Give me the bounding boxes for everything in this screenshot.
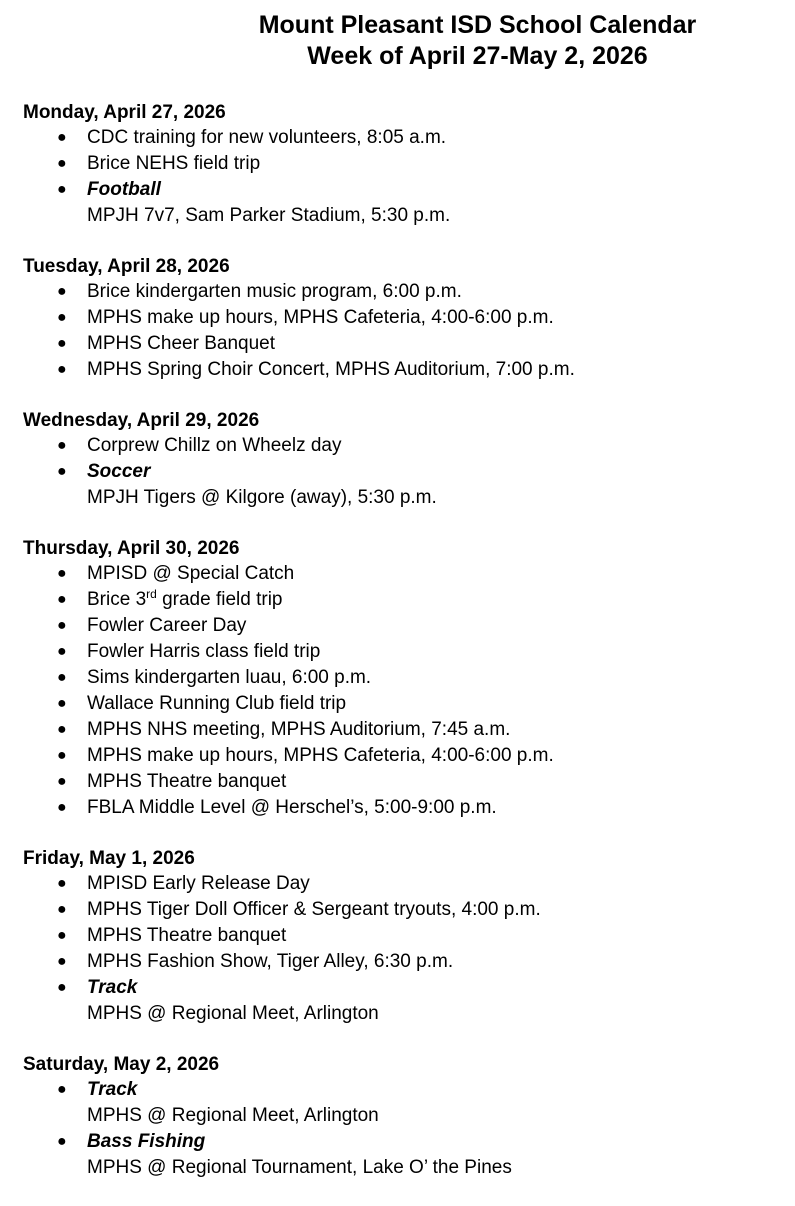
bullet-icon: ●	[57, 953, 67, 970]
event-item: ● MPHS Spring Choir Concert, MPHS Auditorium, 7:00 p.m.	[23, 357, 783, 383]
event-item: ● MPHS NHS meeting, MPHS Auditorium, 7:45 a.m.	[23, 717, 783, 743]
sport-name: Football	[87, 179, 161, 200]
bullet-icon: ●	[57, 695, 67, 712]
event-item: ● MPHS Fashion Show, Tiger Alley, 6:30 p.m.	[23, 949, 783, 975]
event-list	[23, 125, 783, 229]
day-heading: Thursday, April 30, 2026	[23, 538, 240, 559]
sport-detail: MPJH 7v7, Sam Parker Stadium, 5:30 p.m.	[87, 205, 451, 226]
bullet-icon: ●	[57, 799, 67, 816]
sport-name: Track	[87, 977, 138, 998]
event-item-sport	[23, 459, 783, 511]
day-wednesday	[23, 408, 783, 511]
sport-name: Track	[87, 1079, 138, 1100]
event-item: ● FBLA Middle Level @ Herschel’s, 5:00-9:00 p.m.	[23, 795, 783, 821]
event-item: ● MPHS make up hours, MPHS Cafeteria, 4:00-6:00 p.m.	[23, 743, 783, 769]
bullet-icon: ●	[57, 747, 67, 764]
event-item-sport	[23, 1077, 783, 1129]
event-item: ● Brice kindergarten music program, 6:00 p.m.	[23, 279, 783, 305]
bullet-icon: ●	[57, 335, 67, 352]
bullet-icon: ●	[57, 591, 67, 608]
bullet-icon: ●	[57, 773, 67, 790]
day-saturday	[23, 1052, 783, 1181]
day-heading: Monday, April 27, 2026	[23, 102, 226, 123]
sport-detail: MPHS @ Regional Meet, Arlington	[87, 1003, 379, 1024]
bullet-icon: ●	[57, 181, 67, 198]
bullet-icon: ●	[57, 669, 67, 686]
sport-detail: MPJH Tigers @ Kilgore (away), 5:30 p.m.	[87, 487, 437, 508]
event-list	[23, 871, 783, 1027]
calendar-title	[0, 10, 795, 72]
bullet-icon: ●	[57, 1081, 67, 1098]
calendar-days	[23, 100, 783, 1206]
event-item: ● MPISD Early Release Day	[23, 871, 783, 897]
bullet-icon: ●	[57, 643, 67, 660]
bullet-icon: ●	[57, 283, 67, 300]
event-item: ● MPHS Theatre banquet	[23, 769, 783, 795]
event-list	[23, 1077, 783, 1181]
event-item: ● Wallace Running Club field trip	[23, 691, 783, 717]
bullet-icon: ●	[57, 979, 67, 996]
day-friday	[23, 846, 783, 1027]
calendar-title-line2: Week of April 27-May 2, 2026	[307, 42, 648, 70]
event-item: ● MPHS Cheer Banquet	[23, 331, 783, 357]
event-item: ● MPHS Theatre banquet	[23, 923, 783, 949]
event-list	[23, 561, 783, 821]
bullet-icon: ●	[57, 463, 67, 480]
event-item: ● CDC training for new volunteers, 8:05 a.m.	[23, 125, 783, 151]
bullet-icon: ●	[57, 565, 67, 582]
bullet-icon: ●	[57, 155, 67, 172]
bullet-icon: ●	[57, 361, 67, 378]
event-item-sport	[23, 975, 783, 1027]
day-heading: Tuesday, April 28, 2026	[23, 256, 230, 277]
day-tuesday	[23, 254, 783, 383]
sport-detail: MPHS @ Regional Tournament, Lake O’ the Pines	[87, 1157, 512, 1178]
event-item-sport	[23, 1129, 783, 1181]
ordinal-suffix: rd	[146, 587, 157, 601]
bullet-icon: ●	[57, 309, 67, 326]
event-item: ● MPHS Tiger Doll Officer & Sergeant tryouts, 4:00 p.m.	[23, 897, 783, 923]
sport-name: Bass Fishing	[87, 1131, 206, 1152]
bullet-icon: ●	[57, 927, 67, 944]
event-item: ● Fowler Career Day	[23, 613, 783, 639]
event-item: ● MPHS make up hours, MPHS Cafeteria, 4:00-6:00 p.m.	[23, 305, 783, 331]
event-item: ● Brice NEHS field trip	[23, 151, 783, 177]
event-item: ● MPISD @ Special Catch	[23, 561, 783, 587]
bullet-icon: ●	[57, 617, 67, 634]
event-item: ● Corprew Chillz on Wheelz day	[23, 433, 783, 459]
bullet-icon: ●	[57, 721, 67, 738]
day-heading: Friday, May 1, 2026	[23, 848, 195, 869]
day-thursday	[23, 536, 783, 821]
event-item-sport	[23, 177, 783, 229]
day-monday	[23, 100, 783, 229]
sport-detail: MPHS @ Regional Meet, Arlington	[87, 1105, 379, 1126]
bullet-icon: ●	[57, 875, 67, 892]
bullet-icon: ●	[57, 129, 67, 146]
event-item: ● Brice 3rd grade field trip	[23, 587, 783, 613]
bullet-icon: ●	[57, 437, 67, 454]
event-item: ● Sims kindergarten luau, 6:00 p.m.	[23, 665, 783, 691]
day-heading: Wednesday, April 29, 2026	[23, 410, 260, 431]
event-item: ● Fowler Harris class field trip	[23, 639, 783, 665]
day-heading: Saturday, May 2, 2026	[23, 1054, 220, 1075]
bullet-icon: ●	[57, 1133, 67, 1150]
event-list	[23, 433, 783, 511]
sport-name: Soccer	[87, 461, 151, 482]
bullet-icon: ●	[57, 901, 67, 918]
calendar-title-line1: Mount Pleasant ISD School Calendar	[258, 11, 697, 39]
event-list	[23, 279, 783, 383]
